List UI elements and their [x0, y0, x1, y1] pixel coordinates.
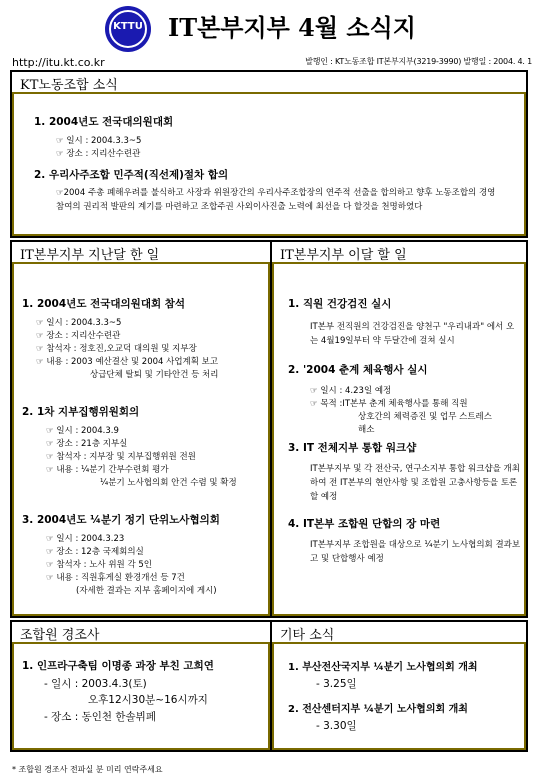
other-news-body [272, 642, 526, 750]
item-detail: ☞ 일시 : 2004.3.3~5 [36, 318, 122, 328]
member-events-section [10, 620, 272, 752]
other-news-section [270, 620, 528, 752]
footer-note: * 조합원 경조사 전파실 분 미리 연락주세요 [12, 765, 163, 774]
item-detail: ☞ 일시 : 2004.3.3~5 [56, 136, 142, 146]
last-month-section [10, 240, 272, 618]
last-month-body [12, 262, 270, 616]
last-month-header [12, 242, 270, 263]
item-detail: ☞ 내용 : ¼분기 간부수련회 평가 [46, 465, 169, 475]
newsletter-title: IT본부지부 4월 소식지 [168, 13, 416, 42]
kt-union-news-header [12, 72, 526, 93]
section-title: IT본부지부 지난달 한 일 [20, 248, 160, 263]
item-title: 1. 인프라구축팀 이명종 과장 부친 고희연 [22, 660, 214, 672]
item-detail: ☞ 장소 : 지리산수련관 [56, 149, 141, 159]
item-title: 2. 전산센터지부 ¼분기 노사협의회 개최 [288, 704, 468, 715]
this-month-section [270, 240, 528, 618]
item-detail: 상급단체 탈퇴 및 기타안건 등 처리 [90, 370, 219, 380]
item-detail: ☞ 장소 : 지리산수련관 [36, 331, 121, 341]
kt-union-news-body [12, 92, 526, 236]
item-detail: - 일시 : 2003.4.3(토) [44, 678, 147, 690]
item-detail: ☞ 장소 : 12층 국제회의실 [46, 547, 144, 557]
item-title: 3. 2004년도 ¼분기 정기 단위노사협의회 [22, 514, 220, 526]
item-detail: ☞ 참석자 : 노사 위원 각 5인 [46, 560, 153, 570]
item-description: IT본부지부 조합원을 대상으로 ¼분기 노사협의회 결과보고 및 단합행사 예정 [310, 540, 521, 564]
member-events-body [12, 642, 270, 750]
section-title: 기타 소식 [280, 628, 335, 643]
item-title: 2. 우리사주조합 민주적(직선제)절차 합의 [34, 169, 229, 181]
site-url[interactable]: http://itu.kt.co.kr [12, 56, 105, 69]
item-detail: ☞ 참석자 : 정호진,오교덕 대의원 및 지부장 [36, 344, 197, 354]
member-events-header [12, 622, 270, 643]
section-title: IT본부지부 이달 할 일 [280, 248, 407, 263]
item-title: 1. 2004년도 전국대의원대회 [34, 116, 174, 128]
item-detail: - 3.25일 [316, 678, 357, 690]
item-title: 2. 1차 지부집행위원회의 [22, 406, 140, 418]
item-title: 2. '2004 춘계 체육행사 실시 [288, 364, 428, 376]
item-description: ☞2004 주총 폐해우려를 불식하고 사장과 위원장간의 우리사주조합장의 연주적 선출을 합의하고 향후 노동조합의 경영참여의 권리적 발판의 계기를 마련하고 조합주권 사외이사진출 노력에 최선을 다 할것을 천명하였다 [56, 188, 496, 212]
item-detail: 오후12시30분~16시까지 [88, 694, 208, 706]
item-detail: 해소 [358, 425, 375, 435]
item-title: 3. IT 전체지부 통합 워크샵 [288, 442, 417, 454]
item-title: 1. 부산전산국지부 ¼분기 노사협의회 개최 [288, 662, 478, 673]
item-detail: ☞ 일시 : 2004.3.23 [46, 534, 125, 544]
logo-text: KTTU [113, 21, 143, 32]
other-news-header [272, 622, 526, 643]
this-month-header [272, 242, 526, 263]
item-detail: - 3.30일 [316, 720, 357, 732]
item-detail: ☞ 일시 : 4.23일 예정 [310, 386, 392, 396]
this-month-body [272, 262, 526, 616]
section-title: KT노동조합 소식 [20, 78, 118, 93]
item-detail: ☞ 내용 : 직원휴게실 환경개선 등 7건 [46, 573, 185, 583]
item-detail: ☞ 내용 : 2003 예산결산 및 2004 사업계획 보고 [36, 357, 219, 367]
item-detail: ☞ 참석자 : 지부장 및 지부집행위원 전원 [46, 452, 196, 462]
item-detail: ¼분기 노사협의회 안건 수렴 및 확정 [100, 478, 237, 488]
kttu-logo [105, 6, 151, 52]
item-detail: ☞ 목적 :IT본부 춘계 체육행사를 통해 직원 [310, 399, 468, 409]
item-title: 1. 2004년도 전국대의원대회 참석 [22, 298, 186, 310]
item-detail: ☞ 일시 : 2004.3.9 [46, 426, 119, 436]
item-detail: ☞ 장소 : 21층 지부실 [46, 439, 128, 449]
section-title: 조합원 경조사 [20, 628, 100, 643]
publisher-info: 발행인 : KT노동조합 IT본부지부(3219-3990) 발행일 : 2004. 4. 1 [305, 57, 532, 66]
item-title: 4. IT본부 조합원 단합의 장 마련 [288, 518, 441, 530]
item-detail: - 장소 : 동인천 한솔뷔페 [44, 711, 156, 723]
item-detail: (자세한 결과는 지부 홈페이지에 게시) [76, 586, 217, 596]
item-title: 1. 직원 건강검진 실시 [288, 298, 392, 310]
kt-union-news-section [10, 70, 528, 238]
item-description: IT본부지부 및 각 전산국, 연구소지부 통합 워크샵을 개최하여 전 IT본부의 현안사항 및 조합원 고충사항등을 토론 할 예정 [310, 464, 520, 502]
item-detail: 상호간의 체력증진 및 업무 스트레스 [358, 412, 492, 422]
item-description: IT본부 전직원의 건강검진을 양천구 "우리내과" 에서 오는 4월19일부터 약 두달간에 걸쳐 실시 [310, 322, 515, 346]
